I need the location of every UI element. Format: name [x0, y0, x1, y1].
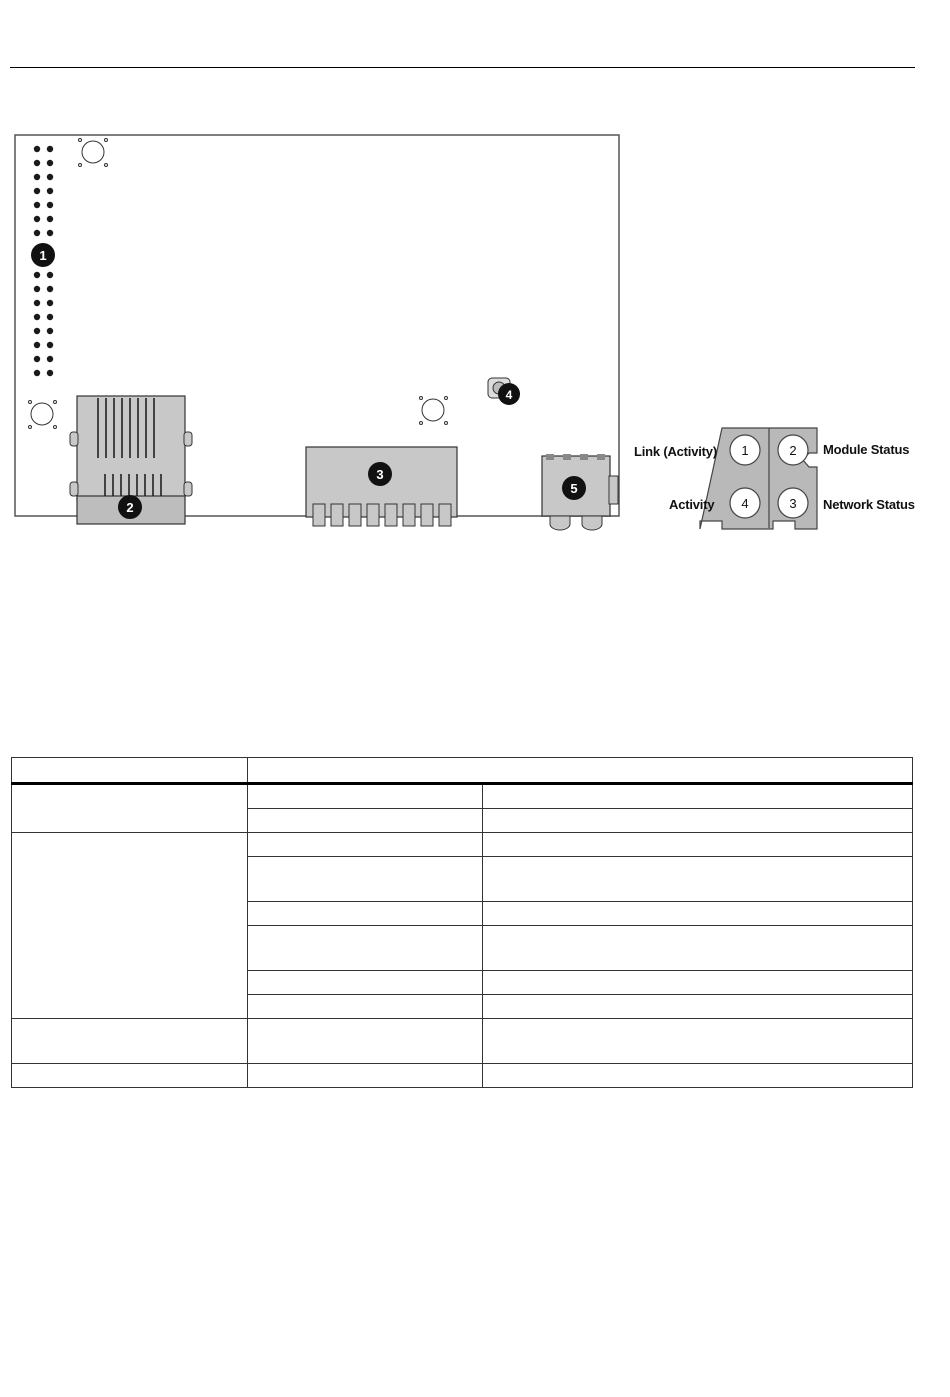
header-pin — [47, 328, 53, 334]
led-1 — [730, 435, 760, 465]
table-cell — [248, 1019, 483, 1064]
table-cell — [483, 926, 913, 971]
table-row — [12, 784, 913, 809]
led-label-module-status: Module Status — [823, 442, 910, 457]
table-row — [12, 1019, 913, 1064]
header-pin — [34, 272, 40, 278]
table-cell — [248, 971, 483, 995]
header-pin — [47, 146, 53, 152]
table-cell — [248, 857, 483, 902]
led-status-panel — [700, 428, 817, 529]
table-cell — [248, 833, 483, 857]
table-cell — [12, 833, 248, 1019]
header-pin — [34, 286, 40, 292]
header-pin — [47, 300, 53, 306]
module-board-diagram — [0, 0, 950, 560]
table-cell — [483, 833, 913, 857]
table-cell — [483, 809, 913, 833]
header-pin — [47, 188, 53, 194]
table-cell — [12, 1019, 248, 1064]
table-cell — [12, 1064, 248, 1088]
table-cell — [248, 902, 483, 926]
table-cell — [248, 809, 483, 833]
header-pin — [47, 286, 53, 292]
header-pin — [34, 314, 40, 320]
callout-2 — [118, 495, 142, 519]
terminal-tooth — [331, 504, 343, 526]
table-cell — [248, 784, 483, 809]
header-pin — [34, 300, 40, 306]
header-pin — [34, 146, 40, 152]
table-cell — [12, 784, 248, 833]
terminal-block-connector — [306, 447, 457, 526]
terminal-tooth — [385, 504, 397, 526]
table-cell — [248, 1064, 483, 1088]
header-pin — [34, 342, 40, 348]
callout-4 — [498, 383, 520, 405]
led-label-activity: Activity — [669, 497, 715, 512]
table-row — [12, 833, 913, 857]
table-header-cell — [12, 758, 248, 784]
header-pin — [34, 356, 40, 362]
terminal-tooth — [439, 504, 451, 526]
header-pin — [47, 314, 53, 320]
header-pin — [47, 202, 53, 208]
header-pin — [47, 342, 53, 348]
header-pin — [34, 188, 40, 194]
led-3 — [778, 488, 808, 518]
table-cell — [248, 926, 483, 971]
header-pin — [34, 328, 40, 334]
led-indication-table — [11, 757, 913, 1088]
header-pin — [47, 230, 53, 236]
led-4 — [730, 488, 760, 518]
svg-text:1: 1 — [741, 443, 749, 458]
svg-text:3: 3 — [376, 467, 384, 482]
led-label-link-activity: Link (Activity) — [634, 444, 717, 459]
table-cell — [483, 995, 913, 1019]
table-cell — [483, 902, 913, 926]
header-pin — [47, 272, 53, 278]
table-cell — [483, 784, 913, 809]
header-pin — [34, 230, 40, 236]
header-pin — [34, 160, 40, 166]
terminal-tooth — [313, 504, 325, 526]
table-row — [12, 1064, 913, 1088]
svg-text:1: 1 — [39, 248, 47, 263]
header-pin — [34, 202, 40, 208]
header-pin — [47, 174, 53, 180]
header-pin — [47, 370, 53, 376]
header-pin — [34, 174, 40, 180]
table-header-cell — [248, 758, 913, 784]
svg-text:2: 2 — [789, 443, 797, 458]
table-cell — [483, 857, 913, 902]
terminal-tooth — [403, 504, 415, 526]
table-cell — [483, 971, 913, 995]
table-cell — [248, 995, 483, 1019]
header-pin — [47, 216, 53, 222]
svg-text:5: 5 — [570, 481, 578, 496]
led-label-network-status: Network Status — [823, 497, 915, 512]
header-pin — [47, 356, 53, 362]
svg-text:4: 4 — [505, 388, 513, 402]
callout-1 — [31, 243, 55, 267]
svg-text:4: 4 — [741, 496, 749, 511]
callout-5 — [562, 476, 586, 500]
terminal-tooth — [367, 504, 379, 526]
svg-text:2: 2 — [126, 500, 134, 515]
terminal-tooth — [349, 504, 361, 526]
table-cell — [483, 1019, 913, 1064]
table-header-row — [12, 758, 913, 784]
svg-text:3: 3 — [789, 496, 797, 511]
table-cell — [483, 1064, 913, 1088]
header-pin — [34, 216, 40, 222]
terminal-tooth — [421, 504, 433, 526]
callout-3 — [368, 462, 392, 486]
header-pin — [34, 370, 40, 376]
led-2 — [778, 435, 808, 465]
header-pin — [47, 160, 53, 166]
